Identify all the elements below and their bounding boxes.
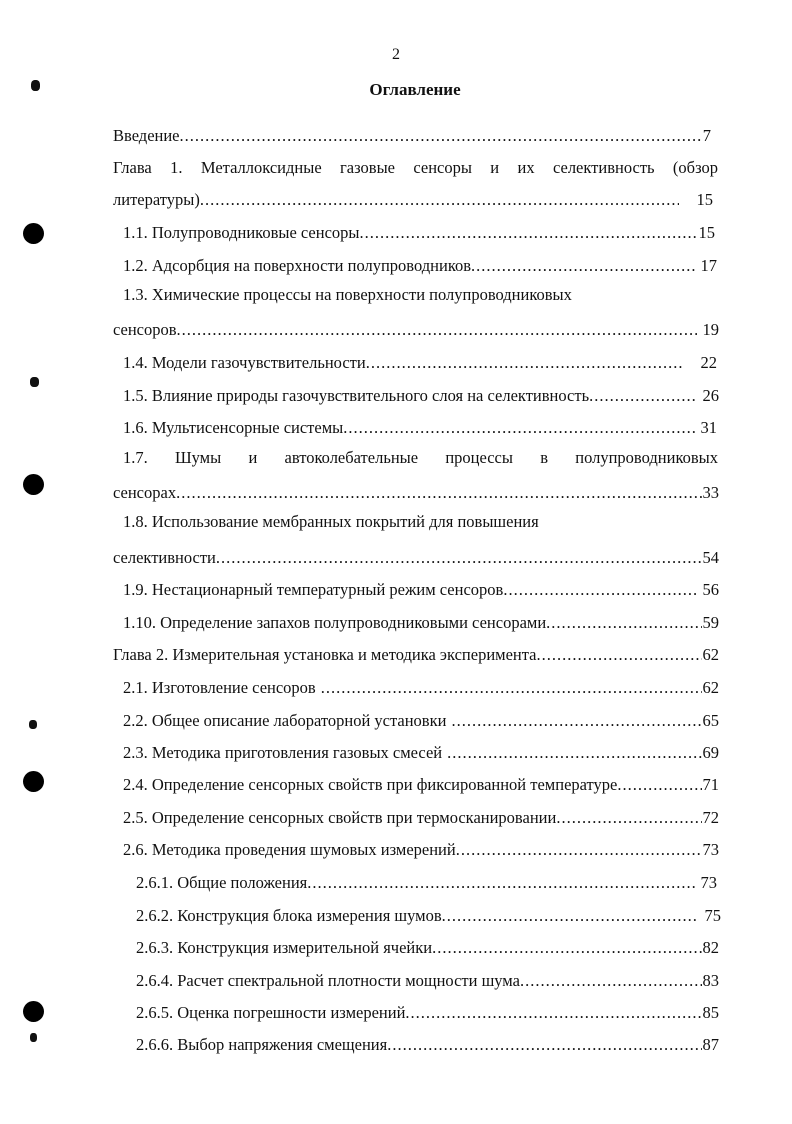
toc-entry-1-8[interactable] (113, 544, 719, 568)
toc-entry-1-3[interactable] (113, 316, 719, 340)
toc-entry-page: 72 (702, 808, 719, 827)
toc-entry-title: 1.9. Нестационарный температурный режим сенсоров (123, 580, 504, 599)
toc-entry-page: 69 (702, 743, 719, 762)
toc-entry-page: 54 (702, 548, 719, 567)
toc-entry-chapter2[interactable] (113, 641, 719, 665)
toc-entry-title: 1.5. Влияние природы газочувствительного слоя на селективность (123, 386, 590, 405)
toc-entry-2-1[interactable] (123, 674, 719, 698)
toc-entry-title: 2.6.4. Расчет спектральной плотности мощности шума (136, 971, 520, 990)
scan-speck (30, 377, 39, 387)
toc-entry-2-3[interactable] (123, 739, 719, 763)
toc-entry-page: 17 (700, 256, 717, 275)
toc-entry-2-6-4[interactable] (136, 967, 719, 991)
toc-entry-title: 2.5. Определение сенсорных свойств при термосканировании (123, 808, 557, 827)
toc-entry-2-6[interactable] (123, 836, 719, 860)
toc-entry-title: 2.1. Изготовление сенсоров (123, 678, 316, 697)
dot-leader (589, 386, 696, 406)
dot-leader (180, 126, 702, 146)
toc-entry-page: 33 (702, 483, 719, 502)
toc-entry-title: 1.4. Модели газочувствительности (123, 353, 366, 372)
toc-entry-1-10[interactable] (123, 609, 719, 633)
dot-leader (307, 873, 694, 893)
toc-entry-page: 59 (702, 613, 719, 632)
toc-entry-title: Введение (113, 126, 180, 145)
toc-entry-title: селективности (113, 548, 216, 567)
dot-leader (360, 223, 698, 243)
dot-leader (176, 483, 701, 503)
toc-entry-page: 22 (700, 353, 717, 372)
dot-leader (446, 711, 701, 731)
toc-entry-page: 62 (702, 645, 719, 664)
toc-entry-page: 75 (704, 906, 721, 925)
dot-leader (387, 1035, 701, 1055)
dot-leader (432, 938, 701, 958)
toc-entry-intro[interactable] (113, 122, 711, 146)
toc-entry-1-7[interactable] (113, 479, 719, 503)
toc-entry-title: 2.6.1. Общие положения (136, 873, 308, 892)
scan-speck (31, 80, 40, 91)
binder-hole (23, 474, 44, 495)
toc-entry-title: 2.6. Методика проведения шумовых измерений (123, 840, 456, 859)
toc-entry-title: Глава 2. Измерительная установка и методика эксперимента (113, 645, 537, 664)
toc-entry-1-4[interactable] (123, 349, 717, 373)
toc-entry-page: 85 (702, 1003, 719, 1022)
toc-entry-title: 2.6.6. Выбор напряжения смещения (136, 1035, 388, 1054)
toc-entry-page: 83 (702, 971, 719, 990)
binder-hole (23, 771, 44, 792)
toc-entry-page: 15 (698, 223, 715, 242)
scan-speck (30, 1033, 37, 1042)
toc-entry-2-5[interactable] (123, 804, 719, 828)
toc-entry-title: 1.1. Полупроводниковые сенсоры (123, 223, 360, 242)
toc-entry-page: 87 (702, 1035, 719, 1054)
toc-entry-page: 7 (702, 126, 711, 145)
toc-entry-chapter1-line1[interactable]: Глава 1. Металлоксидные газовые сенсоры и их селективность (обзор (113, 158, 718, 177)
dot-leader (216, 548, 702, 568)
toc-entry-title: 2.6.2. Конструкция блока измерения шумов (136, 906, 442, 925)
dot-leader (366, 353, 683, 373)
dot-leader (177, 320, 697, 340)
binder-hole (23, 223, 44, 244)
toc-entry-title: 2.2. Общее описание лабораторной установки (123, 711, 447, 730)
toc-entry-2-6-6[interactable] (136, 1031, 719, 1055)
toc-entry-2-2[interactable] (123, 707, 719, 731)
binder-hole (23, 1001, 44, 1022)
toc-entry-page: 31 (700, 418, 717, 437)
toc-entry-page: 71 (702, 775, 719, 794)
toc-entry-title: 2.6.5. Оценка погрешности измерений (136, 1003, 406, 1022)
toc-entry-2-6-1[interactable] (136, 869, 717, 893)
toc-entry-title: сенсоров (113, 320, 177, 339)
toc-entry-page: 62 (702, 678, 719, 697)
toc-entry-1-8-line1[interactable]: 1.8. Использование мембранных покрытий для повышения (123, 512, 539, 531)
page-title: Оглавление (369, 80, 461, 99)
toc-entry-2-6-5[interactable] (136, 999, 719, 1023)
toc-entry-1-5[interactable] (123, 382, 719, 406)
scan-speck (29, 720, 37, 729)
dot-leader (503, 580, 696, 600)
toc-entry-page: 15 (696, 190, 713, 209)
dot-leader (316, 678, 702, 698)
toc-entry-page: 56 (702, 580, 719, 599)
toc-entry-title: 2.6.3. Конструкция измерительной ячейки (136, 938, 433, 957)
toc-entry-page: 65 (702, 711, 719, 730)
toc-entry-page: 73 (700, 873, 717, 892)
toc-entry-title: 2.4. Определение сенсорных свойств при фиксированной температуре (123, 775, 618, 794)
toc-entry-1-3-line1[interactable]: 1.3. Химические процессы на поверхности полупроводниковых (123, 285, 572, 304)
toc-entry-1-1[interactable] (123, 219, 715, 243)
toc-entry-1-6[interactable] (123, 414, 717, 438)
toc-entry-title: литературы) (113, 190, 200, 209)
dot-leader (456, 840, 702, 860)
dot-leader (536, 645, 701, 665)
toc-entry-2-6-3[interactable] (136, 934, 719, 958)
dot-leader (617, 775, 701, 795)
dot-leader (546, 613, 701, 633)
toc-entry-title: сенсорах (113, 483, 177, 502)
dot-leader (520, 971, 702, 991)
toc-entry-title: 1.10. Определение запахов полупроводниковыми сенсорами (123, 613, 547, 632)
dot-leader (200, 190, 679, 210)
dot-leader (442, 906, 699, 926)
page-number: 2 (392, 46, 400, 63)
toc-entry-2-6-2[interactable] (136, 902, 721, 926)
toc-entry-title: 1.6. Мультисенсорные системы (123, 418, 344, 437)
toc-entry-page: 73 (702, 840, 719, 859)
toc-entry-page: 19 (702, 320, 719, 339)
dot-leader (405, 1003, 701, 1023)
toc-entry-page: 82 (702, 938, 719, 957)
dot-leader (556, 808, 701, 828)
dot-leader (442, 743, 701, 763)
toc-entry-1-9[interactable] (123, 576, 719, 600)
dot-leader (471, 256, 694, 276)
toc-entry-1-2[interactable] (123, 252, 717, 276)
toc-entry-chapter1[interactable] (113, 186, 713, 210)
toc-entry-title: 1.2. Адсорбция на поверхности полупроводников (123, 256, 472, 275)
toc-entry-title: 2.3. Методика приготовления газовых смесей (123, 743, 443, 762)
toc-entry-2-4[interactable] (123, 771, 719, 795)
toc-entry-page: 26 (702, 386, 719, 405)
dot-leader (343, 418, 694, 438)
toc-entry-1-7-line1[interactable]: 1.7. Шумы и автоколебательные процессы в полупроводниковых (123, 448, 718, 467)
